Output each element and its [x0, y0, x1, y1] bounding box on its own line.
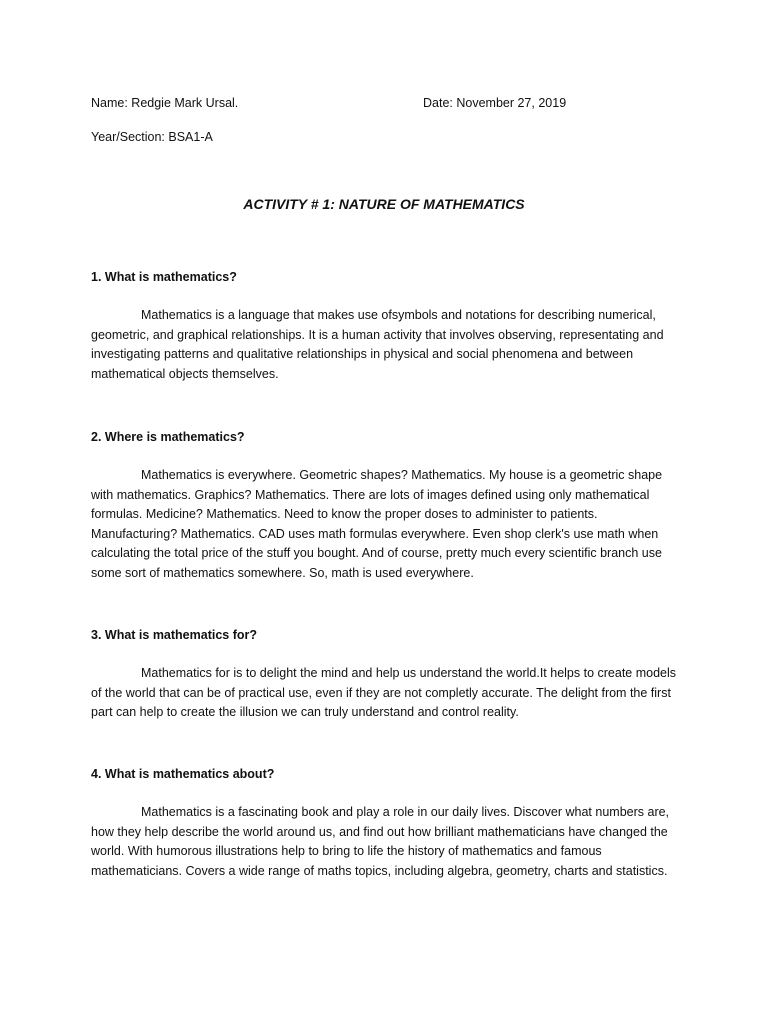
activity-date: Date: November 27, 2019	[423, 96, 567, 110]
question-block-1	[91, 269, 681, 384]
question-heading: 4. What is mathematics about?	[91, 767, 275, 781]
question-block-4	[91, 766, 681, 881]
question-heading: 2. Where is mathematics?	[91, 430, 245, 444]
answer-paragraph: Mathematics is a language that makes use ofsymbols and notations for describing numerical, geometric, and graphical relationships. It is a human activity that involves observing, representating and investigating patterns and qualitative relationships in physical and social phenomena and between mathematical objects themselves.	[91, 308, 664, 381]
answer-paragraph: Mathematics is a fascinating book and play a role in our daily lives. Discover what numbers are, how they help describe the world around us, and find out how brilliant mathematicians have changed the world. With humorous illustrations help to bring to life the history of mathematics and famous mathematicians. Covers a wide range of maths topics, including algebra, geometry, charts and statistics.	[91, 805, 670, 878]
year-section: Year/Section: BSA1-A	[91, 130, 213, 144]
question-block-3	[91, 627, 681, 723]
question-heading: 3. What is mathematics for?	[91, 628, 258, 642]
answer-paragraph: Mathematics for is to delight the mind and help us understand the world.It helps to create models of the world that can be of practical use, even if they are not completly accurate. The delight from the first part can help to create the illusion we can truly understand and control reality.	[91, 666, 677, 720]
question-heading: 1. What is mathematics?	[91, 270, 237, 284]
answer-paragraph: Mathematics is everywhere. Geometric shapes? Mathematics. My house is a geometric shape with mathematics. Graphics? Mathematics. There are lots of images defined using only mathematical formulas. Medicine? Mathematics. Need to know the proper doses to administer to patients. Manufacturing? Mathematics. CAD uses math formulas everywhere. Even shop clerk's use math when calculating the total price of the stuff you bought. And of course, pretty much every scientific branch use some sort of mathematics somewhere. So, math is used everywhere.	[91, 468, 663, 580]
question-block-2	[91, 429, 681, 584]
page-title: ACTIVITY # 1: NATURE OF MATHEMATICS	[243, 196, 525, 212]
student-name: Name: Redgie Mark Ursal.	[91, 96, 239, 110]
